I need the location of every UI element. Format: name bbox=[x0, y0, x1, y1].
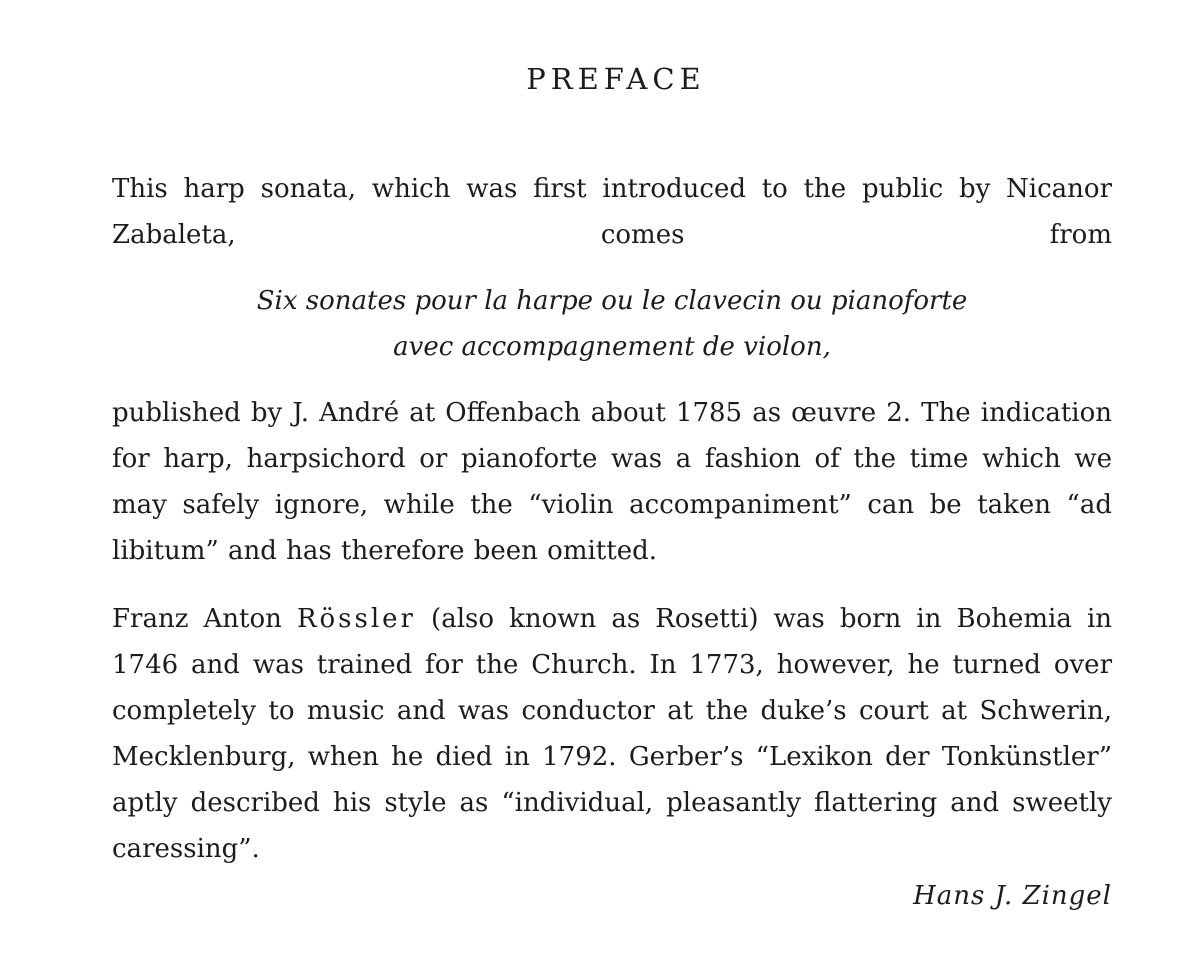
intro-line-1: This harp sonata, which was first introduced to the public by Nicanor bbox=[112, 174, 1112, 204]
citation-line-1: Six sonates pour la harpe ou le clavecin ou pianoforte bbox=[256, 286, 968, 316]
preface-page bbox=[112, 62, 1112, 916]
intro-line-2: Zabaleta, comes from bbox=[112, 220, 1112, 250]
work-title-citation bbox=[112, 278, 1112, 370]
intro-paragraph bbox=[112, 166, 1112, 258]
publication-paragraph: published by J. André at Offenbach about 1785 as œuvre 2. The indication for harp, harpsichord or pianoforte was a fashion of the time which we may safely ignore, while the “violin accompaniment” can be taken “ad libitum” and has therefore been omitted. bbox=[112, 398, 1112, 566]
citation-line-2: avec accompagnement de violon, bbox=[393, 332, 831, 362]
biography-body: (also known as Rosetti) was born in Bohemia in 1746 and was trained for the Church. In 1773, however, he turned over completely to music and was conductor at the duke’s court at Schwerin, Mecklenburg, when he died in 1792. Gerber’s “Lexikon der Tonkünstler” aptly described his style as “individual, pleasantly flattering and sweetly caressing”. bbox=[112, 604, 1112, 864]
author-signature: Hans J. Zingel bbox=[913, 881, 1112, 911]
page-title: PREFACE bbox=[526, 62, 706, 96]
biography-paragraph bbox=[112, 596, 1112, 872]
biography-lead: Franz Anton bbox=[112, 604, 297, 634]
composer-surname: Rössler bbox=[296, 604, 416, 634]
